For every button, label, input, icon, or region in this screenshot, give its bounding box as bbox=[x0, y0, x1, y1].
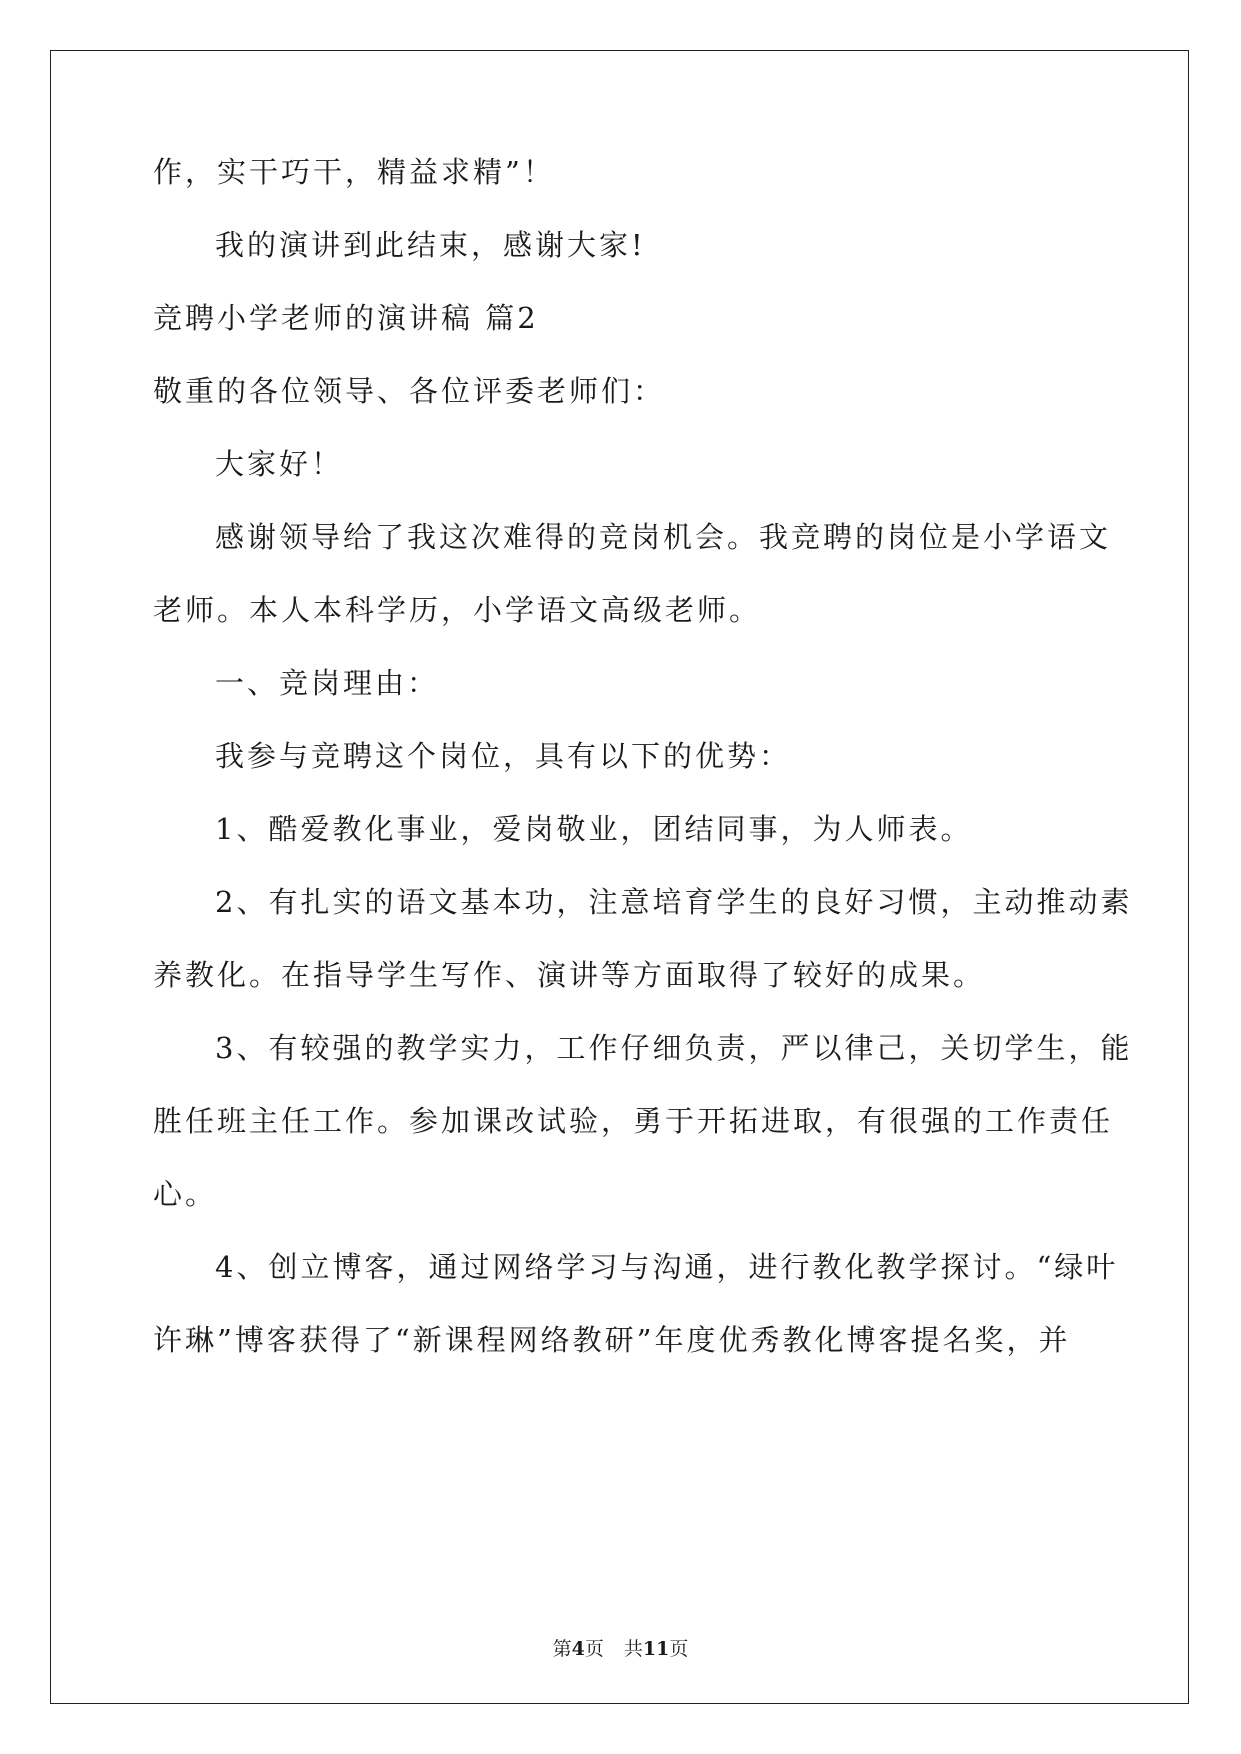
list-item: 2、有扎实的语文基本功，注意培育学生的良好习惯，主动推动素 bbox=[215, 885, 1133, 919]
text-line: 养教化。在指导学生写作、演讲等方面取得了较好的成果。 bbox=[153, 958, 986, 992]
list-item: 3、有较强的教学实力，工作仔细负责，严以律己，关切学生，能 bbox=[215, 1031, 1133, 1065]
text-line: 我参与竞聘这个岗位，具有以下的优势： bbox=[215, 739, 792, 773]
salutation: 敬重的各位领导、各位评委老师们： bbox=[153, 374, 666, 408]
subheading: 一、竞岗理由： bbox=[215, 666, 440, 700]
page-footer bbox=[0, 1634, 1241, 1661]
page-border bbox=[50, 50, 1189, 1704]
text-line: 我的演讲到此结束，感谢大家! bbox=[215, 228, 646, 262]
text-line: 感谢领导给了我这次难得的竞岗机会。我竞聘的岗位是小学语文 bbox=[215, 520, 1112, 554]
list-item: 1、酷爱教化事业，爱岗敬业，团结同事，为人师表。 bbox=[215, 812, 973, 846]
text-line: 大家好！ bbox=[215, 447, 344, 481]
list-item: 4、创立博客，通过网络学习与沟通，进行教化教学探讨。“绿叶 bbox=[215, 1250, 1119, 1284]
section-heading: 竞聘小学老师的演讲稿 篇2 bbox=[153, 301, 539, 335]
text-line: 许琳”博客获得了“新课程网络教研”年度优秀教化博客提名奖，并 bbox=[153, 1323, 1071, 1357]
total-pages: 11 bbox=[642, 1638, 670, 1660]
total-prefix: 共 bbox=[623, 1638, 643, 1660]
page-suffix: 页 bbox=[584, 1638, 604, 1660]
total-suffix: 页 bbox=[669, 1638, 689, 1660]
page-number: 4 bbox=[571, 1638, 585, 1660]
text-line: 胜任班主任工作。参加课改试验，勇于开拓进取，有很强的工作责任 bbox=[153, 1104, 1114, 1138]
page-prefix: 第 bbox=[552, 1638, 572, 1660]
text-line: 老师。本人本科学历，小学语文高级老师。 bbox=[153, 593, 762, 627]
text-line: 心。 bbox=[153, 1177, 218, 1211]
text-line: 作，实干巧干，精益求精”！ bbox=[153, 155, 555, 189]
